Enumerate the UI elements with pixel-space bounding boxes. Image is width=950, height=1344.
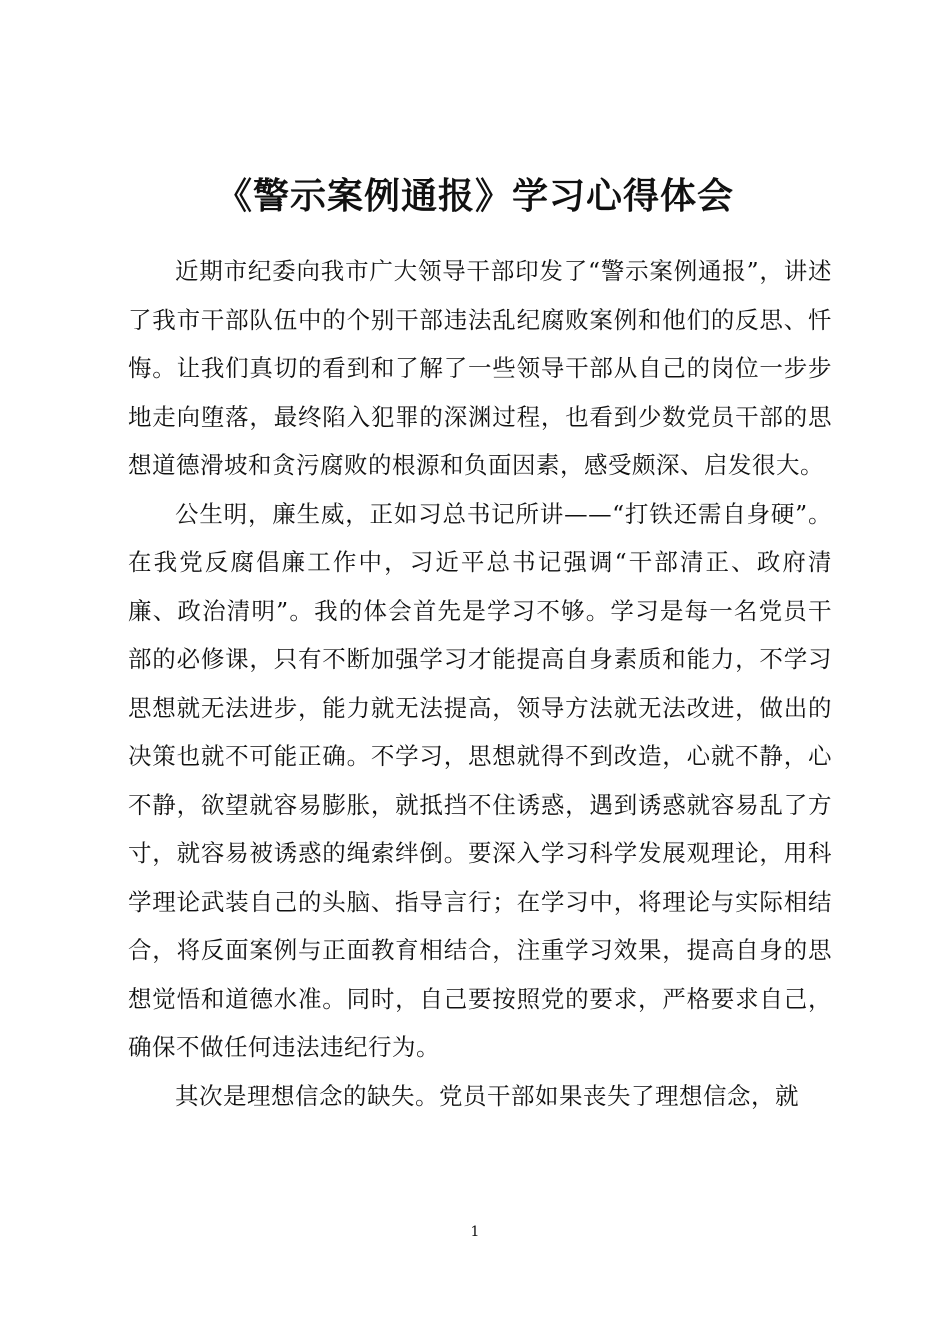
document-body	[128, 247, 832, 1120]
document-title: 《警示案例通报》学习心得体会	[215, 175, 734, 217]
paragraph-3: 其次是理想信念的缺失。党员干部如果丧失了理想信念，就	[175, 1081, 799, 1110]
paragraph-2: 公生明，廉生威，正如习总书记所讲——“打铁还需自身硬”。在我党反腐倡廉工作中，习近平总书记强调“干部清正、政府清廉、政治清明”。我的体会首先是学习不够。学习是每一名党员干部的必修课，只有不断加强学习才能提高自身素质和能力，不学习思想就无法进步，能力就无法提高，领导方法就无法改进，做出的决策也就不可能正确。不学习，思想就得不到改造，心就不静，心不静，欲望就容易膨胀，就抵挡不住诱惑，遇到诱惑就容易乱了方寸，就容易被诱惑的绳索绊倒。要深入学习科学发展观理论，用科学理论武装自己的头脑、指导言行；在学习中，将理论与实际相结合，将反面案例与正面教育相结合，注重学习效果，提高自身的思想觉悟和道德水准。同时，自己要按照党的要求，严格要求自己，确保不做任何违法违纪行为。	[128, 499, 832, 1061]
page-number: 1	[470, 1224, 480, 1240]
paragraph-1: 近期市纪委向我市广大领导干部印发了“警示案例通报”，讲述了我市干部队伍中的个别干部违法乱纪腐败案例和他们的反思、忏悔。让我们真切的看到和了解了一些领导干部从自己的岗位一步步地走向堕落，最终陷入犯罪的深渊过程，也看到少数党员干部的思想道德滑坡和贪污腐败的根源和负面因素，感受颇深、启发很大。	[128, 257, 832, 479]
